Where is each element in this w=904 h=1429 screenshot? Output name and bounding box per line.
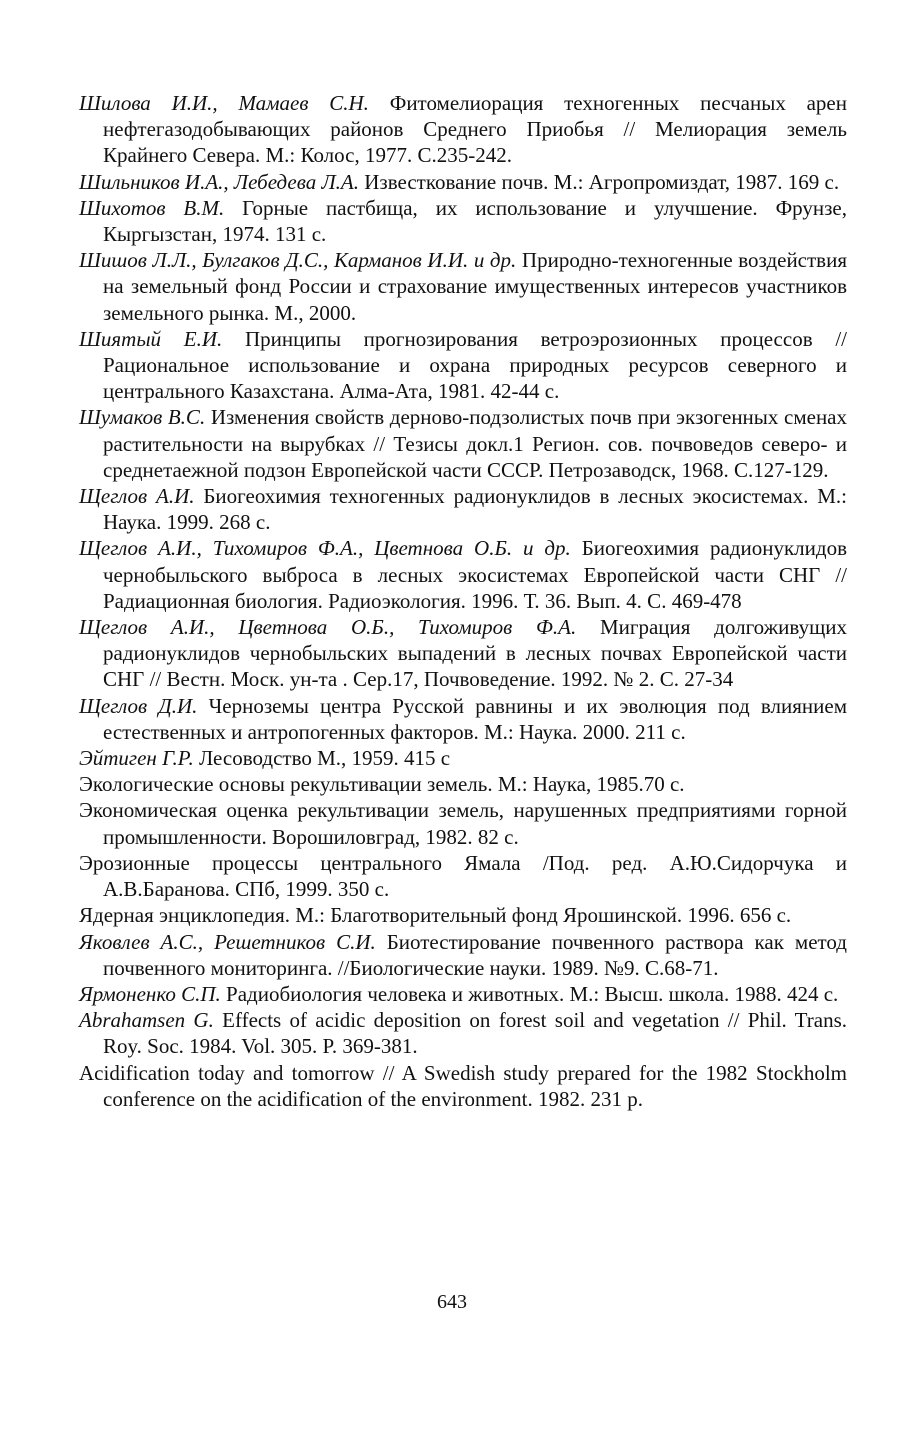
reference-author: Шихотов В.М. [79,195,225,220]
reference-text: Природно-техногенные воздействия на земельный фонд России и страхование имущественных интересов участников земельного рынка. М., 2000. [103,248,847,325]
reference-text: Известкование почв. М.: Агропромиздат, 1987. 169 с. [359,169,840,194]
reference-author: Шумаков В.С. [79,405,206,430]
reference-author: Щеглов А.И., Тихомиров Ф.А., Цветнова О.Б. и др. [79,536,571,561]
reference-entry [79,771,847,797]
reference-author: Шишов Л.Л., Булгаков Д.С., Карманов И.И. и др. [79,248,517,273]
reference-entry [79,693,847,745]
reference-text: Принципы прогнозирования ветроэрозионных процессов // Рациональное использование и охрана природных ресурсов северного и центрального Казахстана. Алма-Ата, 1981. 42-44 с. [103,326,848,404]
reference-entry [79,614,847,693]
reference-text: Биогеохимия радионуклидов чернобыльского выброса в лесных экосистемах Европейской части СНГ // Радиационная биология. Радиоэкология. 1996. Т. 36. Вып. 4. С. 469-478 [103,536,847,613]
reference-entry [79,1007,847,1059]
reference-author: Эйтиген Г.Р. [79,746,194,771]
reference-text: Черноземы центра Русской равнины и их эволюция под влиянием естественных и антропогенных факторов. М.: Наука. 2000. 211 с. [103,693,847,744]
reference-entry [79,535,847,614]
reference-text: Эрозионные процессы центрального Ямала /Под. ред. А.Ю.Сидорчука и А.В.Баранова. СПб, 1999. 350 с. [79,850,847,902]
reference-entry [79,169,847,195]
reference-text: Экономическая оценка рекультивации земель, нарушенных предприятиями горной промышленности. Ворошиловград, 1982. 82 с. [79,798,847,849]
page-number: 643 [437,1291,467,1313]
reference-text: Лесоводство М., 1959. 415 с [193,746,451,771]
reference-entry [79,483,847,535]
reference-author: Шилова И.И., Мамаев С.Н. [79,91,369,115]
reference-text: Фитомелиорация техногенных песчаных арен нефтегазодобывающих районов Среднего Приобья // Мелиорация земель Крайнего Севера. М.: Колос, 1977. С.235-242. [103,91,847,168]
reference-text: Миграция долгоживущих радионуклидов чернобыльских выпадений в лесных почвах Европейской части СНГ // Вестн. Моск. ун-та . Сер.17, Почвоведение. 1992. № 2. С. 27-34 [103,615,847,692]
reference-text: Радиобиология человека и животных. М.: Высш. школа. 1988. 424 с. [220,981,839,1006]
reference-author: Щеглов А.И., Цветнова О.Б., Тихомиров Ф.А. [79,615,577,640]
reference-entry [79,247,847,326]
reference-text: Acidification today and tomorrow // A Swedish study prepared for the 1982 Stockholm conference on the acidification of the environment. 1982. 231 p. [79,1060,847,1111]
reference-entry [79,929,847,981]
reference-entry [79,195,847,247]
reference-author: Шиятый Е.И. [79,326,223,351]
reference-entry [79,404,847,483]
reference-text: Горные пастбища, их использование и улучшение. Фрунзе, Кыргызстан, 1974. 131 с. [103,195,847,247]
reference-author: Ярмоненко С.П. [79,981,221,1006]
reference-entry [79,902,847,928]
reference-entry [79,745,847,771]
reference-text: Биогеохимия техногенных радионуклидов в лесных экосистемах. М.: Наука. 1999. 268 с. [103,484,847,535]
reference-text: Ядерная энциклопедия. М.: Благотворительный фонд Ярошинской. 1996. 656 с. [79,903,792,928]
reference-list [79,90,847,1112]
reference-entry [79,1060,847,1112]
reference-entry [79,981,847,1007]
reference-author: Яковлев А.С., Решетников С.И. [79,929,376,954]
reference-entry [79,850,847,902]
reference-text: Биотестирование почвенного раствора как метод почвенного мониторинга. //Биологические науки. 1989. №9. С.68-71. [103,929,847,980]
reference-text: Экологические основы рекультивации земель. М.: Наука, 1985.70 с. [79,772,685,797]
reference-entry [79,797,847,849]
reference-entry [79,90,847,169]
reference-author: Шильников И.А., Лебедева Л.А. [79,169,360,194]
reference-author: Щеглов Д.И. [79,693,198,718]
reference-text: Effects of acidic deposition on forest soil and vegetation // Phil. Trans. Roy. Soc. 1984. Vol. 305. P. 369-381. [103,1008,848,1059]
reference-author: Щеглов А.И. [79,484,195,509]
reference-entry [79,326,847,405]
reference-text: Изменения свойств дерново-подзолистых почв при экзогенных сменах растительности на вырубках // Тезисы докл.1 Регион. сов. почвоведов северо- и среднетаежной подзон Европейской части СССР. Петрозаводск, 1968. С.127-129. [103,405,848,482]
reference-author: Abrahamsen G. [79,1008,214,1033]
